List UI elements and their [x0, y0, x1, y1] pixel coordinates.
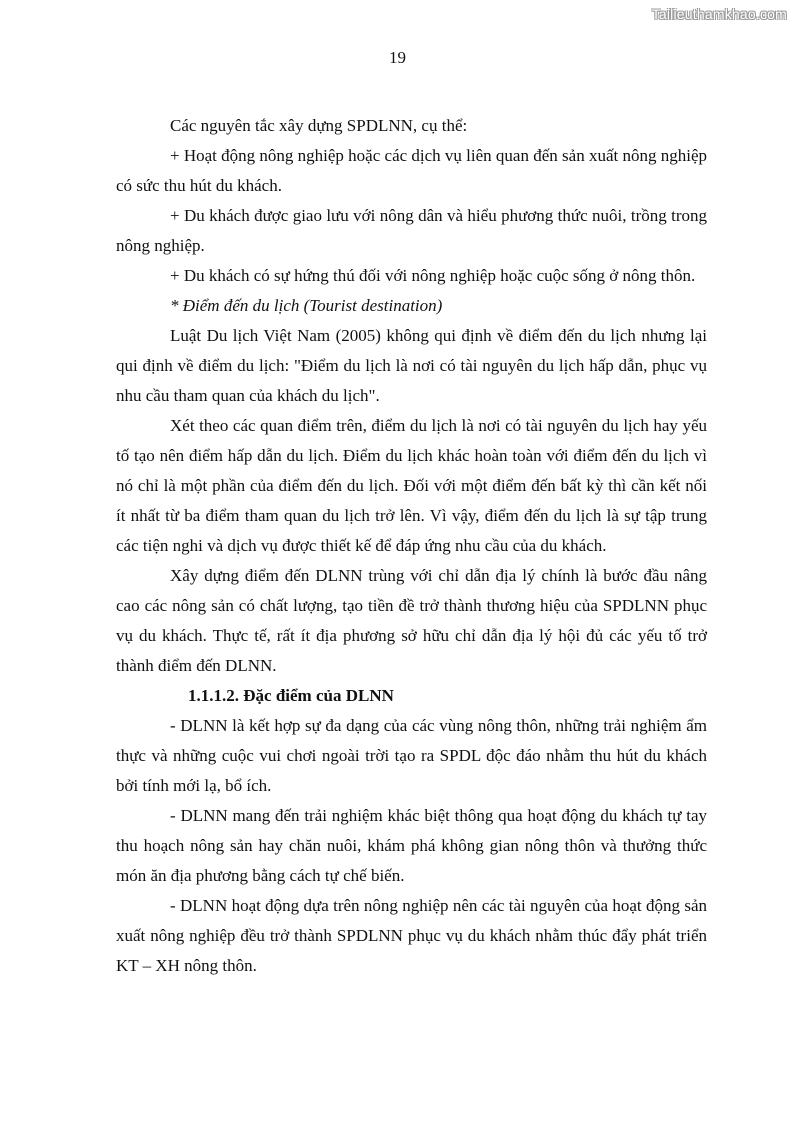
- watermark-text: Tailieuthamkhao.com: [651, 6, 787, 22]
- paragraph-destination-building: Xây dựng điểm đến DLNN trùng với chỉ dẫn địa lý chính là bước đầu nâng cao các nông sản có chất lượng, tạo tiền đề trở thành thương hiệu của SPDLNN phục vụ du khách. Thực tế, rất ít địa phương sở hữu chỉ dẫn địa lý hội đủ các yếu tố trở thành điểm đến DLNN.: [116, 566, 707, 675]
- paragraph-characteristic-2: - DLNN mang đến trải nghiệm khác biệt thông qua hoạt động du khách tự tay thu hoạch nông sản hay chăn nuôi, khám phá không gian nông thôn và thưởng thức món ăn địa phương bằng cách tự chế biến.: [116, 806, 707, 885]
- paragraph-principle-2: + Du khách được giao lưu với nông dân và hiểu phương thức nuôi, trồng trong nông nghiệp.: [116, 206, 707, 255]
- paragraph-principle-3: + Du khách có sự hứng thú đối với nông nghiệp hoặc cuộc sống ở nông thôn.: [170, 266, 696, 285]
- paragraph-principle-1: + Hoạt động nông nghiệp hoặc các dịch vụ liên quan đến sản xuất nông nghiệp có sức thu hút du khách.: [116, 146, 707, 195]
- section-heading-characteristics: 1.1.1.2. Đặc điểm của DLNN: [188, 686, 394, 705]
- section-subheading-destination: * Điểm đến du lịch (Tourist destination): [170, 296, 443, 315]
- paragraph-characteristic-3: - DLNN hoạt động dựa trên nông nghiệp nên các tài nguyên của hoạt động sản xuất nông nghiệp đều trở thành SPDLNN phục vụ du khách nhằm thúc đẩy phát triển KT – XH nông thôn.: [116, 896, 707, 975]
- paragraph-destination-definition: Xét theo các quan điểm trên, điểm du lịch là nơi có tài nguyên du lịch hay yếu tố tạo nên điểm hấp dẫn du lịch. Điểm du lịch khác hoàn toàn với điểm đến du lịch vì nó chỉ là một phần của điểm đến du lịch. Đối với một điểm đến bất kỳ thì cần kết nối ít nhất từ ba điểm tham quan du lịch trở lên. Vì vậy, điểm đến du lịch là sự tập trung các tiện nghi và dịch vụ được thiết kế để đáp ứng nhu cầu của du khách.: [116, 416, 707, 555]
- page-number: 19: [389, 48, 406, 67]
- document-body: [116, 111, 707, 981]
- paragraph-principles-intro: Các nguyên tắc xây dựng SPDLNN, cụ thể:: [170, 116, 468, 135]
- paragraph-characteristic-1: - DLNN là kết hợp sự đa dạng của các vùng nông thôn, những trải nghiệm ẩm thực và những cuộc vui chơi ngoài trời tạo ra SPDL độc đáo nhằm thu hút du khách bởi tính mới lạ, bổ ích.: [116, 716, 707, 795]
- paragraph-tourism-law: Luật Du lịch Việt Nam (2005) không qui định về điểm đến du lịch nhưng lại qui định về điểm du lịch: "Điểm du lịch là nơi có tài nguyên du lịch hấp dẫn, phục vụ nhu cầu tham quan của khách du lịch".: [116, 326, 707, 405]
